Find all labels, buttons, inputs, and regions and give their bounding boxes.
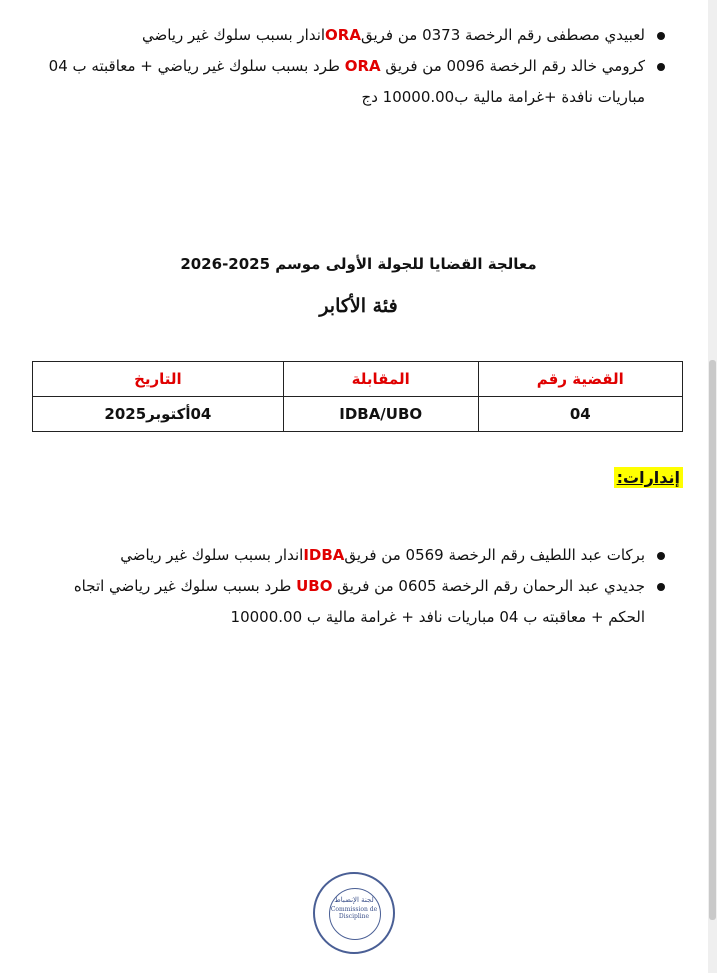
sanction-item <box>49 20 665 51</box>
match-cell: IDBA/UBO <box>283 397 478 432</box>
sanction-text: اندار بسبب سلوك غير رياضي <box>142 26 326 44</box>
bottom-sanctions-list <box>74 540 665 633</box>
top-sanctions-list <box>49 20 665 113</box>
case-number-cell: 04 <box>478 397 682 432</box>
sanction-text: طرد بسبب سلوك غير رياضي اتجاه <box>73 577 297 595</box>
sanction-text-continued: الحكم + معاقبته ب 04 مباريات نافد + غرامة مالية ب 10000.00 <box>230 608 645 626</box>
header-match: المقابلة <box>283 362 478 397</box>
team-code: IDBA <box>303 546 345 564</box>
sanction-text-continued: مباريات نافدة +غرامة مالية ب10000.00 دج <box>361 88 645 106</box>
sanction-text: طرد بسبب سلوك غير رياضي + معاقبته ب 04 <box>48 57 345 75</box>
table-row <box>33 397 683 432</box>
official-stamp <box>313 872 395 954</box>
cases-table <box>32 361 683 432</box>
sanction-item <box>74 540 665 571</box>
sanction-text: كرومي خالد رقم الرخصة 0096 من فريق <box>380 57 645 75</box>
warnings-label: إندارات: <box>614 467 683 488</box>
team-code: ORA <box>325 26 361 44</box>
header-date: التاريخ <box>33 362 284 397</box>
scrollbar-thumb[interactable] <box>709 360 716 920</box>
stamp-arabic-text: لجنة الإنضباط <box>334 896 374 904</box>
round-heading: معالجة القضايا للجولة الأولى موسم 2025-2026 <box>180 255 537 273</box>
sanction-item <box>49 51 665 113</box>
table-header-row <box>33 362 683 397</box>
sanction-text: اندار بسبب سلوك غير رياضي <box>120 546 304 564</box>
sanction-text: لعبيدي مصطفى رقم الرخصة 0373 من فريق <box>360 26 645 44</box>
sanction-text: جديدي عبد الرحمان رقم الرخصة 0605 من فريق <box>337 577 645 595</box>
header-case-number: القضية رقم <box>478 362 682 397</box>
category-heading: فئة الأكابر <box>319 295 398 317</box>
stamp-french-text: Commission de Discipline <box>330 906 378 920</box>
team-code: ORA <box>344 57 381 75</box>
date-cell: 04أكتوبر2025 <box>33 397 284 432</box>
sanction-text: بركات عبد اللطيف رقم الرخصة 0569 من فريق <box>344 546 645 564</box>
sanction-item <box>74 571 665 633</box>
team-code: UBO <box>296 577 333 595</box>
vertical-scrollbar[interactable] <box>708 0 717 973</box>
